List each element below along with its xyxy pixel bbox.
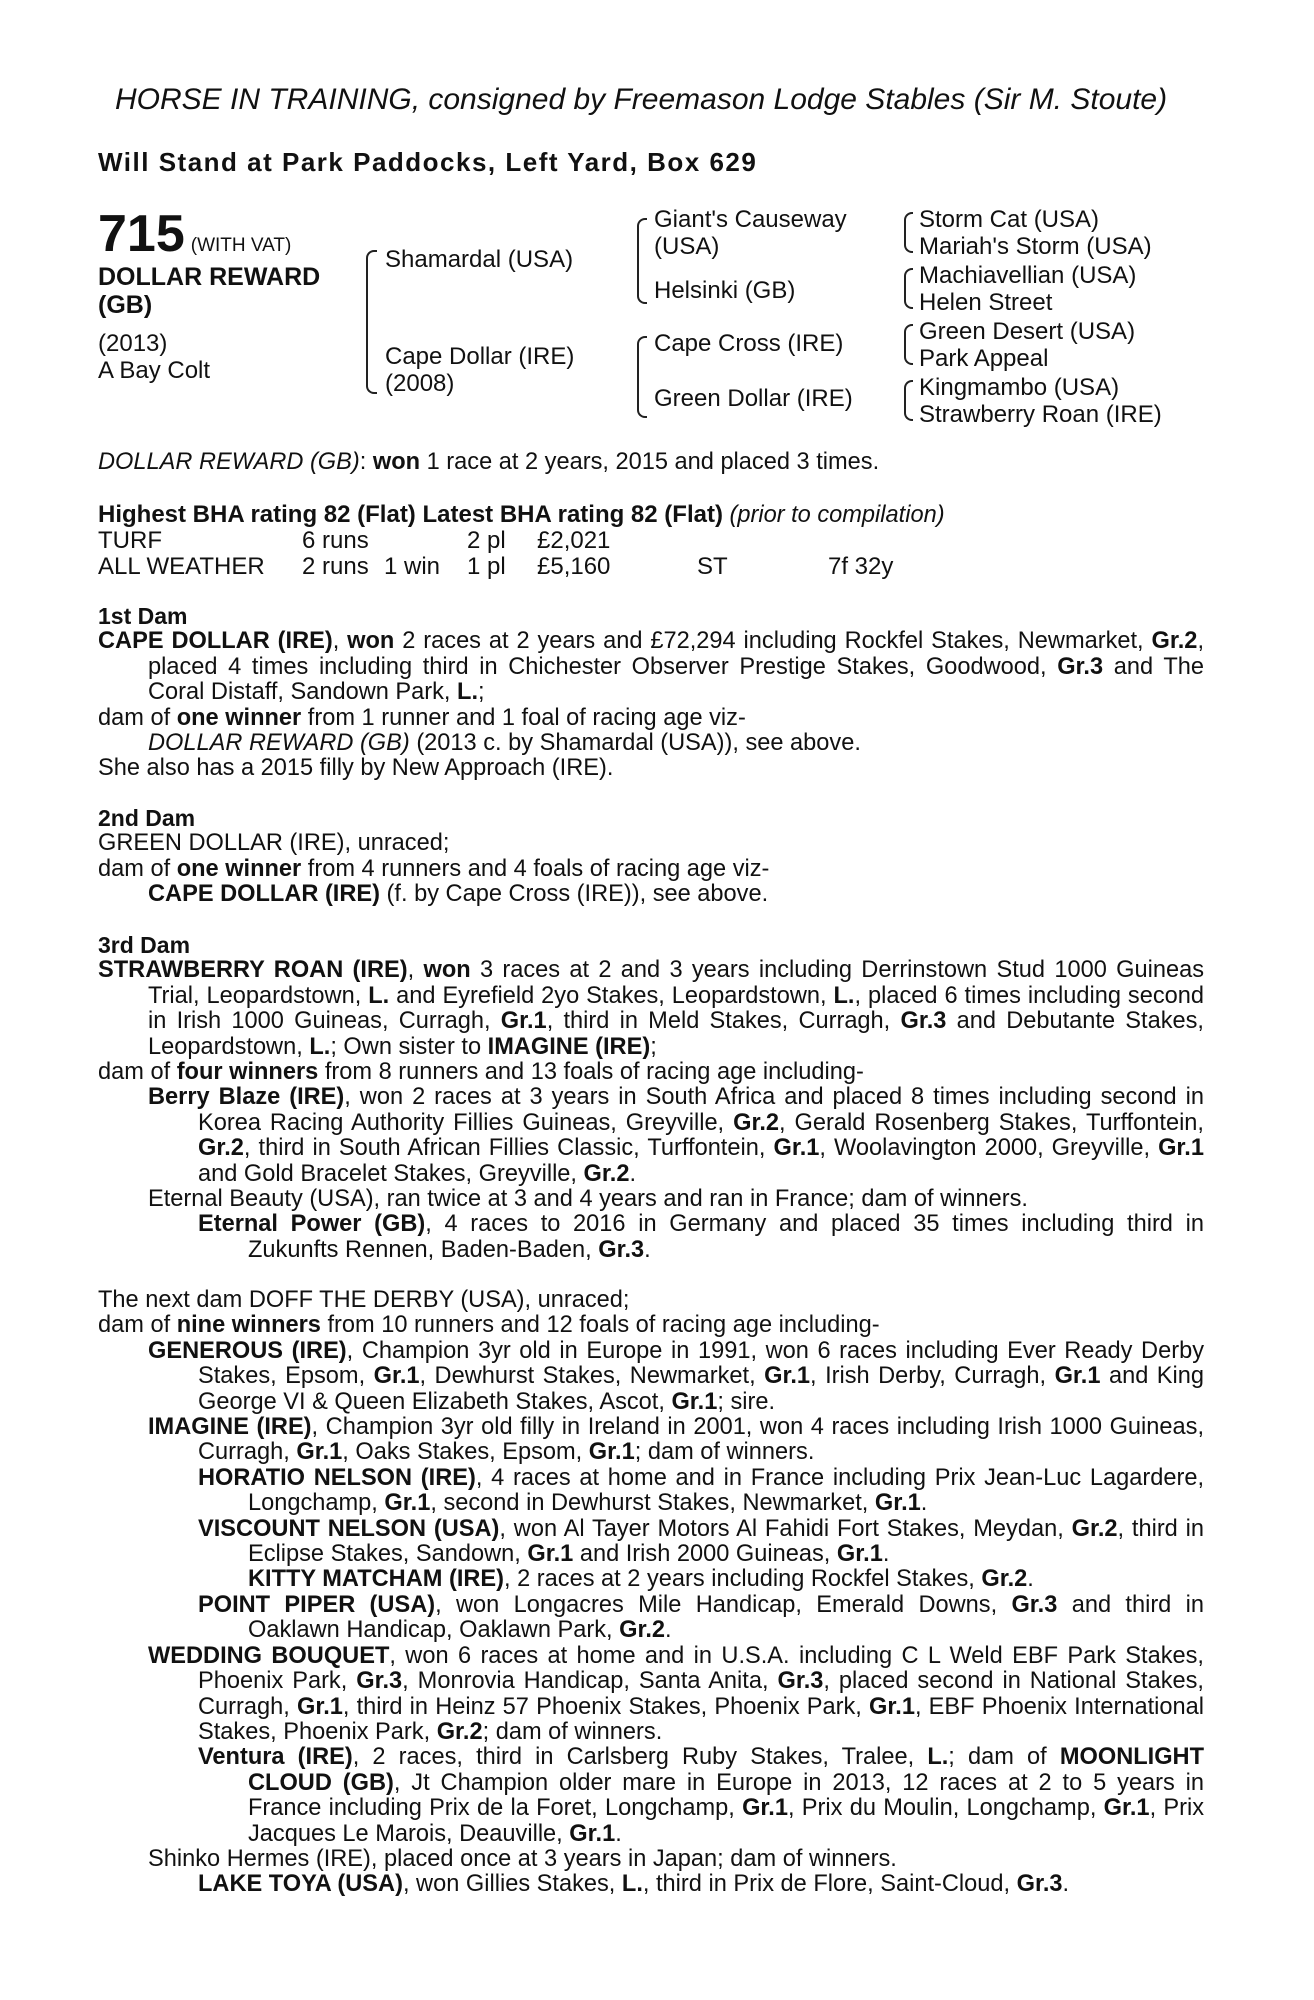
pedigree-dd: Green Dollar (IRE) [654, 385, 853, 412]
t: . [920, 1490, 928, 1517]
bha-ratings: Highest BHA rating 82 (Flat) Latest BHA rating 82 (Flat) [98, 501, 723, 528]
summary-rest: 1 race at 2 years, 2015 and placed 3 times. [420, 449, 880, 475]
t: won [347, 628, 395, 655]
section-heading: 1st Dam [98, 603, 188, 629]
t: Gr.2 [1071, 1515, 1118, 1542]
t: Gr.3 [900, 1008, 947, 1035]
pedigree-dss: Green Desert (USA) [919, 318, 1136, 345]
t: from 4 runners and 4 foals of racing age viz- [301, 855, 770, 882]
t: HORATIO NELSON (IRE) [198, 1464, 476, 1491]
cell-wins: 1 win [384, 553, 441, 581]
t: dam of [98, 855, 177, 882]
vat-note: (WITH VAT) [190, 235, 292, 256]
pedigree-dsd: Park Appeal [919, 345, 1049, 372]
t: (2013 c. by Shamardal (USA)), see above. [409, 730, 861, 757]
t: DOLLAR REWARD (GB) [148, 730, 410, 757]
cell-runs: 2 runs [302, 553, 369, 581]
cell-placed: 2 pl [467, 527, 506, 555]
t: , 4 races to 2016 in Germany and placed 35 times including third in Zukunfts Rennen, Baden-Baden, [248, 1211, 1204, 1263]
t: . [615, 1820, 622, 1847]
t: , Prix du Moulin, Longchamp, [788, 1795, 1104, 1822]
race-record-table [98, 528, 893, 580]
ratings-note: (prior to compilation) [729, 502, 945, 528]
t: , won 2 races at 3 years in South Africa and placed 8 times including second in Korea Racing Authority Fillies Guineas, Greyville, [198, 1084, 1205, 1136]
t: Gr.1 [527, 1541, 574, 1568]
t: Gr.2 [436, 1718, 483, 1745]
produce-entry [98, 1567, 1204, 1592]
t: Ventura (IRE) [198, 1744, 353, 1771]
pedigree-brace-ss [904, 212, 913, 253]
t: L. [927, 1744, 949, 1771]
t: Gr.1 [296, 1693, 343, 1720]
t: IMAGINE (IRE) [148, 1414, 312, 1441]
t: from 8 runners and 13 foals of racing age including- [318, 1059, 864, 1086]
t: ; [650, 1033, 657, 1060]
t: Gr.3 [356, 1668, 403, 1695]
cell-prize: £5,160 [537, 553, 611, 581]
horse-description: A Bay Colt [98, 357, 211, 384]
t: , Monrovia Handicap, Santa Anita, [402, 1668, 778, 1695]
first-dam-record [98, 629, 1204, 705]
pedigree-ssd: Mariah's Storm (USA) [919, 233, 1152, 260]
t: Gr.2 [1151, 628, 1198, 655]
foaling-year: (2013) [98, 330, 168, 357]
t: , won Longacres Mile Handicap, Emerald Downs, [435, 1591, 1012, 1618]
t: WEDDING BOUQUET [148, 1642, 390, 1669]
t: , third in Heinz 57 Phoenix Stakes, Phoenix Park, [342, 1693, 870, 1720]
produce-entry: Shinko Hermes (IRE), placed once at 3 years in Japan; dam of winners. [148, 1845, 897, 1872]
cell-wins [384, 528, 467, 554]
pedigree-brace-dd [904, 380, 913, 421]
t: Gr.1 [384, 1490, 431, 1517]
t: , third in Prix de Flore, Saint-Cloud, [642, 1871, 1017, 1898]
produce-entry [98, 1466, 1204, 1517]
t: KITTY MATCHAM (IRE) [248, 1566, 505, 1593]
t: Gr.1 [500, 1008, 547, 1035]
t: ; dam of winners. [634, 1439, 815, 1466]
summary-horse-name: DOLLAR REWARD (GB) [98, 449, 360, 475]
t: ; sire. [717, 1388, 776, 1415]
t: Gr.1 [773, 1135, 820, 1162]
stand-location: Will Stand at Park Paddocks, Left Yard, Box 629 [98, 147, 758, 177]
summary-colon: : [359, 449, 373, 475]
dam-name: STRAWBERRY ROAN (IRE) [98, 957, 408, 984]
t: Gr.3 [1011, 1591, 1058, 1618]
pedigree-brace-dam [637, 336, 647, 418]
pedigree-ddd: Strawberry Roan (IRE) [919, 401, 1162, 428]
t: from 1 runner and 1 foal of racing age viz- [301, 704, 746, 731]
t: , third in Meld Stakes, Curragh, [546, 1008, 901, 1035]
t: Gr.1 [588, 1439, 635, 1466]
pedigree-dds: Kingmambo (USA) [919, 374, 1120, 401]
t: , won 6 races at home and in U.S.A. including C L Weld EBF Park Stakes, Phoenix Park, [198, 1642, 1204, 1695]
t: , Prix Jacques Le Marois, Deauville, [248, 1795, 1205, 1847]
cell-distance: 7f 32y [828, 553, 894, 581]
t: MOONLIGHT CLOUD (GB) [248, 1744, 1205, 1796]
race-summary [98, 450, 1204, 475]
produce-entry [98, 1339, 1204, 1415]
produce-entry [98, 1745, 1204, 1847]
t: . [1062, 1871, 1070, 1898]
t: nine winners [176, 1312, 321, 1339]
t: 2 races at 2 years and £72,294 including Rockfel Stakes, Newmarket, [394, 628, 1152, 655]
t: , won Gillies Stakes, [402, 1871, 622, 1898]
t: Gr.1 [1054, 1363, 1101, 1390]
t: dam of [98, 1312, 177, 1339]
summary-won: won [372, 449, 421, 475]
third-dam-section [98, 933, 1204, 1263]
t: GENEROUS (IRE) [148, 1337, 347, 1364]
t: . [644, 1236, 651, 1263]
t: , third in South African Fillies Classic, Turffontein, [243, 1135, 774, 1162]
cell-placed: 1 pl [467, 553, 506, 581]
t: won [423, 957, 471, 984]
t: Gr.1 [671, 1388, 718, 1415]
pedigree-sdd: Helen Street [919, 289, 1053, 316]
lot-number-line [98, 205, 292, 263]
t: VISCOUNT NELSON (USA) [198, 1515, 500, 1542]
t: and The Coral Distaff, Sandown Park, [148, 653, 1204, 706]
consignment-header: HORSE IN TRAINING, consigned by Freemason Lodge Stables (Sir M. Stoute) [115, 83, 1168, 116]
t: , Jt Champion older mare in Europe in 2013, 12 races at 2 to 5 years in France including Prix de la Foret, Longchamp, [248, 1769, 1204, 1822]
t: , Champion 3yr old in Europe in 1991, won 6 races including Ever Ready Derby Stakes, Epsom, [198, 1337, 1204, 1390]
t: Gr.3 [1057, 653, 1104, 680]
section-heading: 3rd Dam [98, 932, 191, 958]
t: and third in Oaklawn Handicap, Oaklawn Park, [248, 1591, 1204, 1644]
t: Gr.1 [1158, 1135, 1204, 1162]
produce-line [98, 1313, 1204, 1338]
t: Gr.2 [198, 1135, 244, 1162]
t: , Dewhurst Stakes, Newmarket, [419, 1363, 765, 1390]
t: , EBF Phoenix International Stakes, Phoenix Park, [198, 1693, 1205, 1745]
produce-line [98, 1060, 1204, 1085]
t: , placed second in National Stakes, Curragh, [198, 1668, 1204, 1720]
pedigree-dam-line2: (2008) [385, 370, 455, 397]
t: Gr.2 [583, 1160, 630, 1187]
produce-entry: Eternal Beauty (USA), ran twice at 3 and 4 years and ran in France; dam of winners. [148, 1186, 1028, 1213]
t: and Gold Bracelet Stakes, Greyville, [198, 1160, 584, 1187]
t: Gr.1 [742, 1795, 788, 1822]
t: ; dam of [948, 1744, 1060, 1771]
t: , 4 races at home and in France including Prix Jean-Luc Lagardere, Longchamp, [248, 1464, 1204, 1517]
t: ; [478, 679, 485, 706]
pedigree-sd: Helsinki (GB) [654, 277, 796, 304]
t: , Irish Derby, Curragh, [810, 1363, 1055, 1390]
second-dam-section [98, 806, 1204, 908]
t: and Irish 2000 Guineas, [573, 1541, 837, 1568]
pedigree-brace-ds [904, 324, 913, 365]
t: , third in Eclipse Stakes, Sandown, [248, 1515, 1204, 1568]
dam-name: CAPE DOLLAR (IRE) [98, 628, 333, 655]
t: dam of [98, 704, 177, 731]
table-row [98, 528, 893, 554]
t: , placed 6 times including second in Irish 1000 Guineas, Curragh, [148, 982, 1204, 1035]
t: , 2 races, third in Carlsberg Ruby Stakes, Tralee, [352, 1744, 928, 1771]
t: L. [368, 982, 390, 1009]
produce-entry [98, 1212, 1204, 1263]
next-dam-section [98, 1288, 1204, 1898]
pedigree-ss-line2: (USA) [654, 233, 720, 260]
cell-runs: 6 runs [302, 527, 369, 555]
t: Gr.1 [869, 1693, 915, 1720]
t: Gr.3 [1016, 1871, 1063, 1898]
produce-entry [98, 1415, 1204, 1466]
produce-entry [98, 882, 1204, 907]
t: and King George VI & Queen Elizabeth Stakes, Ascot, [198, 1363, 1204, 1415]
t: CAPE DOLLAR (IRE) [148, 881, 380, 908]
t: Gr.2 [981, 1566, 1028, 1593]
pedigree-sss: Storm Cat (USA) [919, 206, 1100, 233]
t: L. [457, 679, 479, 706]
t: , [332, 628, 348, 655]
dam-name: The next dam DOFF THE DERBY (USA), unraced; [98, 1287, 630, 1313]
pedigree-dam-line1: Cape Dollar (IRE) [385, 343, 575, 370]
first-dam-section [98, 604, 1204, 782]
produce-entry [98, 731, 1204, 756]
t: , won Al Tayer Motors Al Fahidi Fort Stakes, Meydan, [499, 1515, 1072, 1542]
t: Gr.1 [296, 1439, 343, 1466]
t: L. [309, 1033, 331, 1060]
pedigree-ss-line1: Giant's Causeway [654, 206, 847, 233]
t: dam of [98, 1059, 177, 1086]
t: LAKE TOYA (USA) [198, 1871, 403, 1898]
t: four winners [176, 1059, 319, 1086]
produce-entry [98, 1517, 1204, 1568]
t: and Debutante Stakes, Leopardstown, [148, 1008, 1204, 1060]
t: Gr.3 [777, 1668, 824, 1695]
lot-number: 715 [98, 205, 185, 263]
pedigree-sds: Machiavellian (USA) [919, 262, 1137, 289]
cell-going: ST [697, 553, 728, 581]
t: and Eyrefield 2yo Stakes, Leopardstown, [389, 982, 834, 1009]
t: , second in Dewhurst Stakes, Newmarket, [430, 1490, 875, 1517]
produce-entry [98, 1593, 1204, 1644]
horse-name-line1: DOLLAR REWARD [98, 263, 321, 291]
t: POINT PIPER (USA) [198, 1591, 436, 1618]
t: Gr.2 [733, 1109, 780, 1136]
t: . [882, 1541, 890, 1568]
t: Gr.1 [874, 1490, 921, 1517]
t: , placed 4 times including third in Chichester Observer Prestige Stakes, Goodwood, [148, 628, 1204, 680]
section-heading: 2nd Dam [98, 805, 196, 831]
produce-entry [98, 1085, 1204, 1187]
t: one winner [176, 704, 302, 731]
t: ; Own sister to [330, 1033, 488, 1060]
horse-info [98, 330, 210, 384]
pedigree-sire: Shamardal (USA) [385, 246, 574, 273]
t: Gr.1 [836, 1541, 883, 1568]
t: , Champion 3yr old filly in Ireland in 2001, won 4 races including Irish 1000 Guineas, Curragh, [198, 1414, 1204, 1466]
cell-surface: ALL WEATHER [98, 553, 265, 581]
third-dam-record [98, 958, 1204, 1060]
t: Gr.3 [598, 1236, 645, 1263]
t: 3 races at 2 and 3 years including Derrinstown Stud 1000 Guineas Trial, Leopardstown, [148, 957, 1204, 1009]
pedigree-ds: Cape Cross (IRE) [654, 330, 844, 357]
t: Gr.1 [764, 1363, 811, 1390]
t: . [629, 1160, 637, 1187]
produce-line [98, 857, 1204, 882]
t: . [665, 1617, 672, 1644]
pedigree-brace-sire [637, 218, 647, 304]
t: , 2 races at 2 years including Rockfel Stakes, [504, 1566, 982, 1593]
pedigree-brace-sd [904, 268, 913, 309]
t: ; dam of winners. [482, 1718, 663, 1745]
t: Gr.1 [1103, 1795, 1150, 1822]
t: Gr.2 [619, 1617, 666, 1644]
table-row [98, 554, 893, 580]
produce-entry [98, 1872, 1204, 1897]
t: one winner [176, 855, 302, 882]
horse-name [98, 263, 320, 319]
t: Gr.1 [373, 1363, 420, 1390]
produce-entry [98, 1644, 1204, 1746]
t: IMAGINE (IRE) [487, 1033, 651, 1060]
produce-line [98, 706, 1204, 731]
t: , Woolavington 2000, Greyville, [819, 1135, 1159, 1162]
t: , Gerald Rosenberg Stakes, Turffontein, [779, 1109, 1204, 1136]
cell-distance [828, 528, 893, 554]
t: from 10 runners and 12 foals of racing age including- [320, 1312, 880, 1339]
cell-going [697, 528, 828, 554]
t: , Oaks Stakes, Epsom, [342, 1439, 589, 1466]
t: L. [621, 1871, 643, 1898]
t: Gr.1 [569, 1820, 616, 1847]
cell-prize: £2,021 [537, 527, 611, 555]
t: (f. by Cape Cross (IRE)), see above. [380, 881, 769, 908]
t: Eternal Power (GB) [198, 1211, 426, 1238]
t: , [407, 957, 424, 984]
dam-name: GREEN DOLLAR (IRE), unraced; [98, 830, 450, 857]
t: . [1027, 1566, 1034, 1593]
horse-name-line2: (GB) [98, 291, 153, 319]
cell-surface: TURF [98, 527, 162, 555]
pedigree-brace-gen1 [366, 250, 377, 394]
ratings-block [98, 502, 1274, 580]
produce-note: She also has a 2015 filly by New Approach (IRE). [98, 755, 614, 782]
t: Berry Blaze (IRE) [148, 1084, 345, 1111]
t: L. [833, 982, 855, 1009]
